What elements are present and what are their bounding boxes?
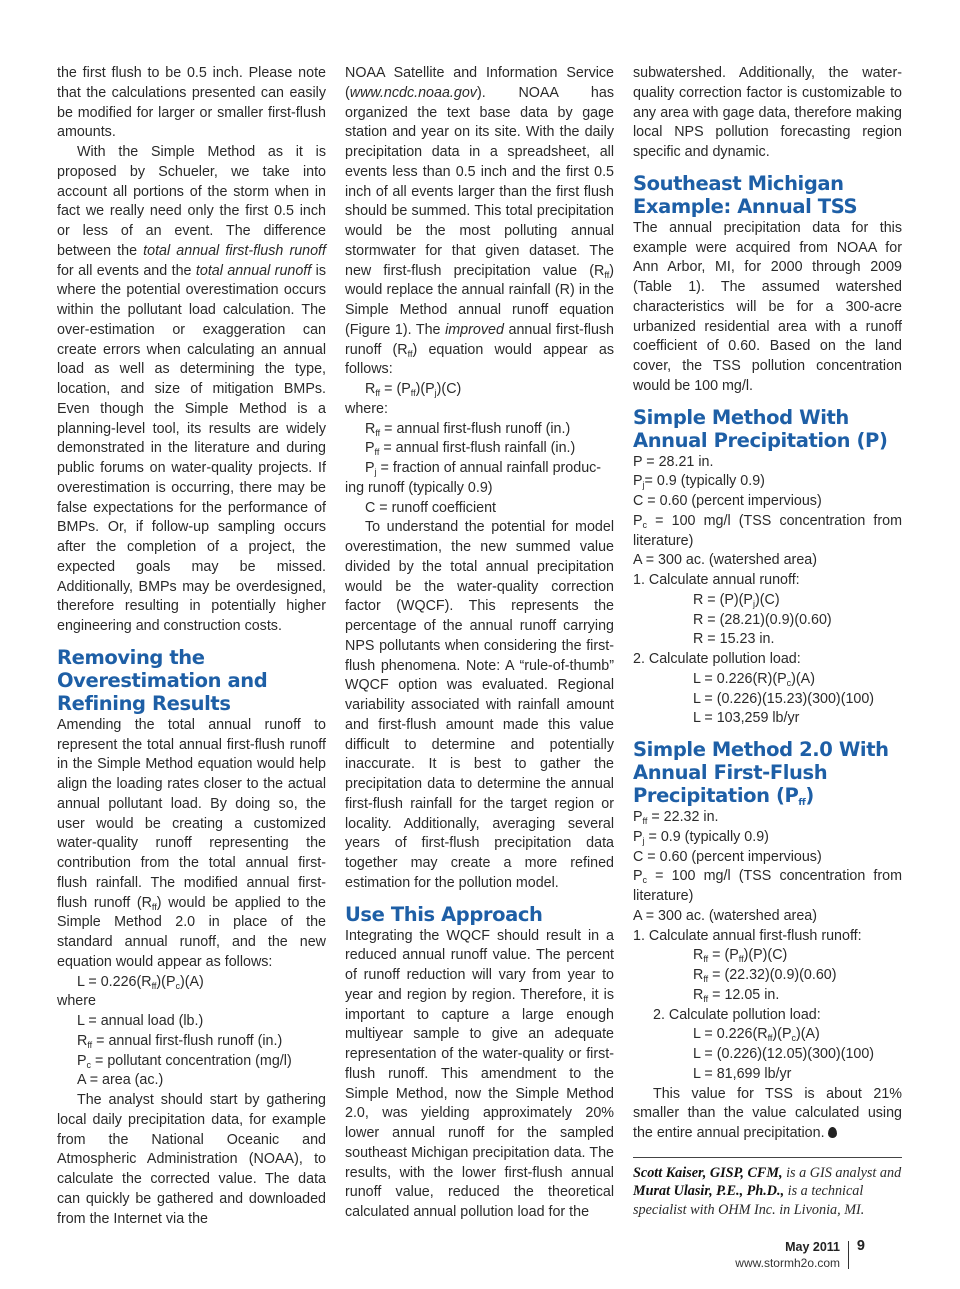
step-label: 1. Calculate annual runoff: [633,572,800,588]
paragraph: The annual precipitation data for this example were acquired from NOAA for Ann Arbor, MI, for 2000 through 2009 (Table 1). The assumed watershed characteristics will be for a 300-acre urbanized residential area with a runoff coefficient of 0.60. Based on the land cover, the TSS pollution concentration would be 100 mg/l. [633,219,902,394]
parameter: $P_{ff} = 22.32$ in. [633,809,719,826]
paragraph: With the Simple Method as it is proposed by Schueler, we take into account all portions of the storm when in fact we really need only the first 0.5 inch or less of an event. The difference between the total annual first-flush runoff for all events and the total annual runoff is where the potential overestimation occurs within the pollutant load calculation. The over-estimation or exaggeration can create errors when calculating an annual load as well as determining the type, location, and size of mitigation BMPs. Even though the Simple Method is a planning-level tool, its results are widely demonstrated in the literature and during public forums on water-quality projects. If overestimation is occurring, there may be false expectations for the performance of BMPs. Or, if follow-up sampling occurs after the completion of a project, the expected goals may be missed. Additionally, BMPs may be overdesigned, therefore resulting in potentially higher engineering and construction costs. [57,144,326,634]
equation: $R_{ff} = (P_{ff})(P)(C)$ [693,947,788,965]
equation: L = (0.226)(15.23)(300)(100) [693,690,875,707]
parameter: C = 0.60 (percent impervious) [633,848,822,865]
step-label: 1. Calculate annual first-flush runoff: [633,927,862,944]
equation: $R_{ff} = 12.05$ in. [693,986,780,1004]
step-label: 2. Calculate pollution load: [653,1006,821,1023]
where-label: where: [345,400,388,417]
definition: ing runoff (typically 0.9) [345,479,493,496]
divider [633,1157,902,1158]
column-1 [57,64,326,1229]
equation: $L = 0.226(R)(P_c)(A)$ [693,670,815,688]
equation: L = 103,259 lb/yr [693,710,800,727]
paragraph: To understand the potential for model overestimation, the new summed value divided by the total annual precipitation would be the water-quality correction factor (WQCF). This represents the percentage of the annual runoff carrying NPS pollutants when considering the first-flush phenomena. Note: A “rule-of-thumb” WQCF option was evaluated. Regional variability associated with rainfall amount and first-flush amount made this value difficult to determine and potentially inaccurate. It is best to gather the precipitation data to determine the annual first-flush rainfall for the target region or locality. Additionally, averaging several years of first-flush precipitation data together may create a more refined estimation for the pollution model. [345,519,614,891]
definition: C = runoff coefficient [365,499,497,516]
paragraph: Integrating the WQCF should result in a reduced annual runoff value. The percent of runoff reduction will vary from year to year and region by region. Therefore, it is important to capture a large enough multiyear sample to give an adequate representation of the water-quality or first-flush runoff. This amendment to the Simple Method, now the Simple Method 2.0, was yielding approximately 20% lower annual runoff for the sampled southeast Michigan precipitation data. The results, with the lower first-flush annual runoff value, reduced the theoretical calculated annual pollution load for the [345,927,614,1220]
definition: $P_c$ = pollutant concentration (mg/l) [77,1052,292,1070]
paragraph: the first flush to be 0.5 inch. Please note that the calculations presented can easily be modified for larger or smaller first-flush amounts. [57,65,326,141]
parameter: P = 28.21 in. [633,453,714,470]
definition: A = area (ac.) [77,1072,164,1089]
section-heading: Use This Approach [345,902,543,926]
section-heading: Simple Method With Annual Precipitation (P) [633,405,888,452]
equation: R = (28.21)(0.9)(0.60) [693,611,832,628]
section-heading: Simple Method 2.0 With Annual First-Flush Precipitation $(P_{ff})$ [633,738,889,808]
step-label: 2. Calculate pollution load: [633,651,801,667]
paragraph: Amending the total annual runoff to represent the total annual first-flush runoff in the Simple Method equation would help align the loading rates closer to the actual annual pollutant load. By doing so, the user would be creating a customized water-quality runoff representing the contribution from the total annual first-flush rainfall. The modified annual first-flush runoff $(R_{ff})$ would be applied to the Simple Method 2.0 in place of the standard annual runoff, and the new equation would appear as follows: [57,716,327,970]
equation: R = 15.23 in. [693,631,775,648]
parameter: $P_j = 0.9$ (typically 0.9) [633,828,769,846]
where-label: where [57,993,96,1010]
water-drop-icon [828,1127,837,1138]
definition: L = annual load (lb.) [77,1013,204,1029]
parameter: A = 300 ac. (watershed area) [633,907,817,924]
equation: L = 81,699 lb/yr [693,1065,792,1082]
equation: $R = (P)(P_j)(C)$ [693,591,780,609]
equation: $R_{ff} = (22.32)(0.9)(0.60)$ [693,967,837,984]
column-3 [633,64,902,1220]
definition: $P_j$ = fraction of annual rainfall produc- [365,460,602,477]
paragraph: subwatershed. Additionally, the water-quality correction factor is customizable to any area with gage data, therefore making local NPS pollution forecasting region specific and dynamic. [633,65,902,160]
equation: $R_{ff} = (P_{ff})(P_j)(C)$ [365,381,462,398]
equation: L = (0.226)(12.05)(300)(100) [693,1046,875,1062]
column-2 [345,64,614,1223]
parameter: $P_j= 0.9$ (typically 0.9) [633,473,765,491]
author-bio: Scott Kaiser, GISP, CFM, is a GIS analyst and Murat Ulasir, P.E., Ph.D., is a technical specialist with OHM Inc. in Livonia, MI. [633,1164,902,1218]
definition: $P_{ff}$ = annual first-flush rainfall (in.) [365,440,576,458]
parameter: $P_c = 100$ mg/l (TSS concentration from literature) [633,868,902,904]
equation: $L = 0.226(R_{ff})(P_c)(A)$ [77,973,204,991]
parameter: A = 300 ac. (watershed area) [633,552,817,569]
website-url: www.stormh2o.com [735,1256,840,1270]
definition: $R_{ff}$ = annual first-flush runoff (in.) [77,1032,283,1050]
parameter: $P_c = 100$ mg/l (TSS concentration from literature) [633,512,902,549]
issue-date: May 2011 [785,1240,840,1254]
paragraph: NOAA Satellite and Information Service (www.ncdc.noaa.gov). NOAA has organized the text base data by gage station and year on its site. With the daily precipitation data in a spreadsheet, all events less than 0.5 inch and the first 0.5 inch of all events larger than the first flush should be summed. This total precipitation would be the most polluting annual stormwater for that given dataset. The new first-flush precipitation value $(R_{ff})$ would replace the annual rainfall (R) in the Simple Method annual runoff equation (Figure 1). The improved annual first-flush runoff $(R_{ff})$ equation would appear as follows: [345,65,614,378]
section-heading: Removing the Overestimation and Refining Results [57,645,268,715]
page-number: 9 [856,1238,865,1254]
equation: $L = 0.226(R_{ff})(P_c)(A)$ [693,1026,820,1044]
divider [848,1241,849,1269]
definition: $R_{ff}$ = annual first-flush runoff (in.) [365,420,571,438]
paragraph: This value for TSS is about 21% smaller than the value calculated using the entire annual precipitation. [633,1085,902,1141]
parameter: C = 0.60 (percent impervious) [633,493,822,509]
paragraph: The analyst should start by gathering local daily precipitation data, for example from the National Oceanic and Atmospheric Administration (NOAA), to calculate the corrected value. The data can quickly be gathered and downloaded from the Internet via the [57,1092,326,1227]
section-heading: Southeast Michigan Example: Annual TSS [633,171,858,218]
